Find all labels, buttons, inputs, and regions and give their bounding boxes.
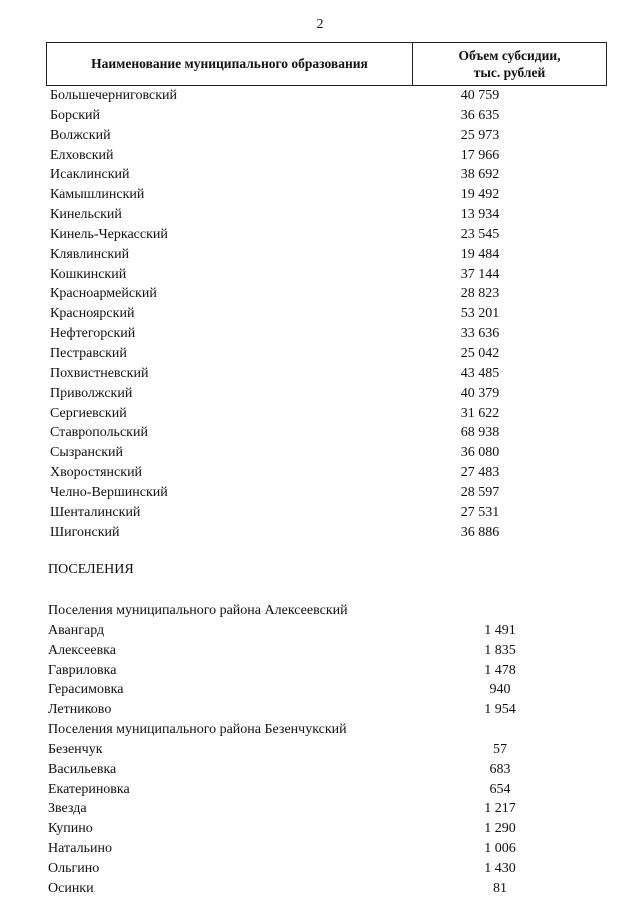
table-row xyxy=(48,661,548,681)
settlements-title: ПОСЕЛЕНИЯ xyxy=(48,562,134,577)
table-row xyxy=(48,700,548,720)
row-value: 28 823 xyxy=(460,286,500,302)
row-name: Похвистневский xyxy=(50,365,149,381)
table-row xyxy=(48,819,548,839)
row-value: 81 xyxy=(493,880,507,896)
row-value: 1 478 xyxy=(484,662,516,678)
table-row xyxy=(50,483,550,503)
page-number: 2 xyxy=(316,17,324,32)
header-amount-line1: Объем субсидии, xyxy=(458,48,561,63)
row-name: Борский xyxy=(50,107,101,123)
row-value: 19 492 xyxy=(460,187,500,203)
row-value: 27 531 xyxy=(460,504,500,520)
table-row xyxy=(48,839,548,859)
row-value: 654 xyxy=(489,781,511,797)
table-row xyxy=(48,740,548,760)
row-name: Кинель-Черкасский xyxy=(50,226,168,242)
header-name-column: Наименование муниципального образования xyxy=(47,43,413,85)
table-row xyxy=(48,780,548,800)
table-row xyxy=(48,760,548,780)
row-value: 940 xyxy=(489,682,511,698)
row-name: Ольгино xyxy=(48,860,100,876)
row-value: 38 692 xyxy=(460,167,500,183)
row-value: 23 545 xyxy=(460,226,500,242)
table-row xyxy=(50,443,550,463)
table-row xyxy=(50,106,550,126)
row-name: Большечерниговский xyxy=(50,88,178,103)
row-value: 33 636 xyxy=(460,326,500,342)
row-name: Волжский xyxy=(50,127,111,143)
header-amount-line2: тыс. рублей xyxy=(473,65,546,80)
row-value: 1 006 xyxy=(484,841,516,857)
row-name: Приволжский xyxy=(50,385,133,401)
row-value: 37 144 xyxy=(460,266,500,282)
table-row xyxy=(50,364,550,384)
table-row xyxy=(50,126,550,146)
row-name: Красноармейский xyxy=(50,286,157,302)
table-row xyxy=(48,621,548,641)
row-value: 17 966 xyxy=(460,147,500,163)
row-value: 1 835 xyxy=(484,642,516,658)
row-value: 25 042 xyxy=(460,345,500,361)
table-row xyxy=(48,680,548,700)
row-name: Шенталинский xyxy=(50,504,141,520)
row-name: Елховский xyxy=(50,147,114,163)
row-value: 36 635 xyxy=(460,107,500,123)
row-name: Гавриловка xyxy=(48,662,117,678)
table-row xyxy=(50,165,550,185)
row-name: Исаклинский xyxy=(50,167,130,183)
row-name: Натальино xyxy=(48,841,112,857)
settlement-list xyxy=(48,601,548,899)
row-name: Васильевка xyxy=(48,761,117,777)
row-name: Сергиевский xyxy=(50,405,127,421)
row-value: 36 080 xyxy=(460,445,500,461)
row-name: Екатериновка xyxy=(48,781,130,797)
row-name: Осинки xyxy=(48,880,94,896)
table-row xyxy=(50,503,550,523)
table-row xyxy=(50,205,550,225)
row-name: Шигонский xyxy=(50,524,120,540)
table-row xyxy=(50,404,550,424)
table-row xyxy=(48,799,548,819)
subheading-row xyxy=(48,601,548,621)
row-value: 1 430 xyxy=(484,860,516,876)
table-row xyxy=(50,463,550,483)
row-name: Летниково xyxy=(48,702,112,718)
row-name: Пестравский xyxy=(50,345,127,361)
table-row xyxy=(50,324,550,344)
table-row xyxy=(50,344,550,364)
row-value: 68 938 xyxy=(460,425,500,441)
row-value: 13 934 xyxy=(460,207,500,223)
table-row xyxy=(50,423,550,443)
table-row xyxy=(48,879,548,899)
row-name: Поселения муниципального района Алексеевский xyxy=(48,603,348,618)
row-value: 27 483 xyxy=(460,465,500,481)
table-row xyxy=(50,384,550,404)
table-row xyxy=(50,245,550,265)
row-name: Ставропольский xyxy=(50,425,148,441)
district-list xyxy=(50,86,550,542)
table-row xyxy=(50,225,550,245)
row-name: Безенчук xyxy=(48,741,103,757)
row-name: Звезда xyxy=(48,801,87,817)
row-value: 1 954 xyxy=(484,702,516,718)
row-value: 31 622 xyxy=(460,405,500,421)
table-row xyxy=(48,641,548,661)
table-row xyxy=(50,86,550,106)
row-name: Кинельский xyxy=(50,207,122,223)
header-amount-column xyxy=(413,43,606,85)
row-value: 57 xyxy=(493,741,507,757)
table-row xyxy=(50,284,550,304)
row-value: 53 201 xyxy=(460,306,500,322)
table-header xyxy=(46,42,607,86)
table-row xyxy=(48,859,548,879)
row-value: 1 290 xyxy=(484,821,516,837)
row-name: Челно-Вершинский xyxy=(50,484,168,500)
row-value: 25 973 xyxy=(460,127,500,143)
row-name: Купино xyxy=(48,821,93,837)
row-name: Хворостянский xyxy=(50,465,143,481)
row-value: 40 379 xyxy=(460,385,500,401)
row-name: Алексеевка xyxy=(48,642,116,658)
row-name: Сызранский xyxy=(50,445,123,461)
row-name: Кошкинский xyxy=(50,266,127,282)
row-value: 43 485 xyxy=(460,365,500,381)
subheading-row xyxy=(48,720,548,740)
row-name: Красноярский xyxy=(50,306,135,322)
row-name: Поселения муниципального района Безенчукский xyxy=(48,722,347,738)
row-name: Клявлинский xyxy=(50,246,130,262)
row-value: 40 759 xyxy=(460,88,500,103)
row-value: 36 886 xyxy=(460,524,500,540)
table-row xyxy=(50,304,550,324)
table-row xyxy=(50,185,550,205)
table-row xyxy=(50,523,550,543)
row-value: 19 484 xyxy=(460,246,500,262)
row-name: Авангард xyxy=(48,622,105,638)
row-value: 28 597 xyxy=(460,484,500,500)
row-value: 1 491 xyxy=(484,622,516,638)
table-row xyxy=(50,146,550,166)
row-name: Камышлинский xyxy=(50,187,145,203)
row-name: Нефтегорский xyxy=(50,326,136,342)
table-row xyxy=(50,265,550,285)
row-value: 1 217 xyxy=(484,801,516,817)
row-name: Герасимовка xyxy=(48,682,124,698)
row-value: 683 xyxy=(489,761,511,777)
